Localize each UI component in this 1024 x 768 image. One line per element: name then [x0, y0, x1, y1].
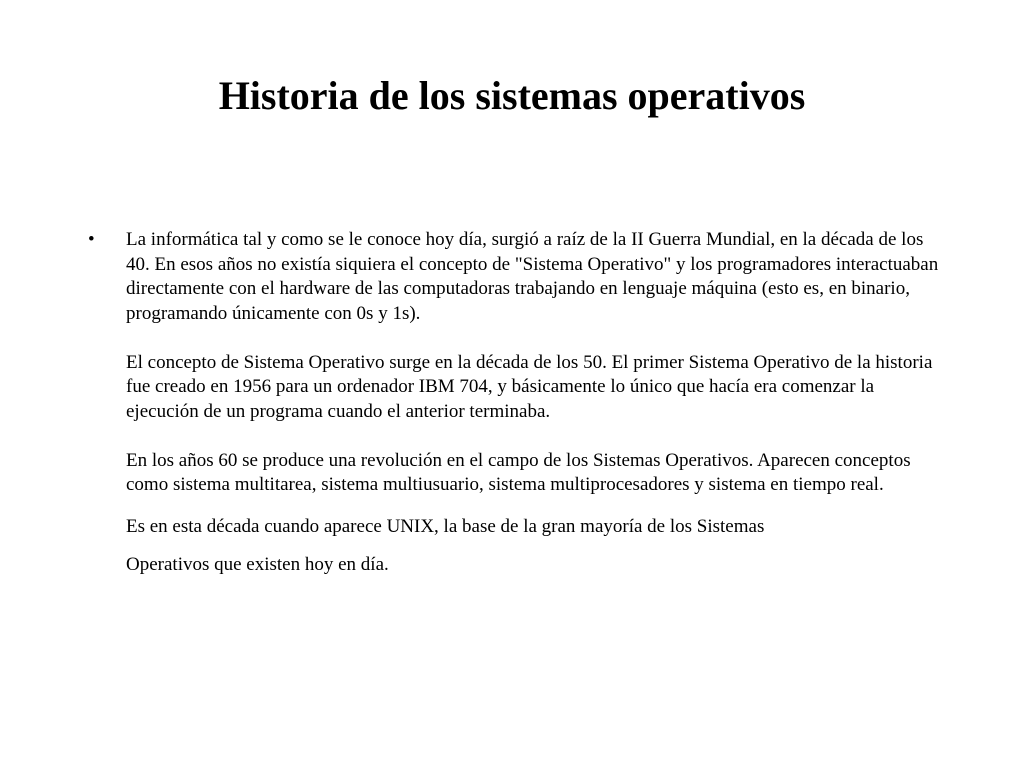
bullet-text [126, 228, 941, 578]
paragraph-unix-line2: Operativos que existen hoy en día. [126, 554, 389, 575]
bullet-item [88, 228, 948, 578]
paragraph-sixties: En los años 60 se produce una revolución en el campo de los Sistemas Operativos. Aparecen conceptos como sistema multitarea, sistema multiusuario, sistema multiprocesadores y sistema en tiempo real. [126, 449, 911, 495]
bullet-marker: • [88, 229, 95, 250]
slide-title: Historia de los sistemas operativos [218, 73, 806, 118]
paragraph-origins: La informática tal y como se le conoce hoy día, surgió a raíz de la II Guerra Mundial, en la década de los 40. En esos años no existía siquiera el concepto de "Sistema Operativo" y los programadores interactuaban directamente con el hardware de las computadoras trabajando en lenguaje máquina (esto es, en binario, programando únicamente con 0s y 1s). [126, 229, 939, 324]
paragraph-unix-line1: Es en esta década cuando aparece UNIX, la base de la gran mayoría de los Sistemas [126, 515, 765, 537]
slide-content [88, 228, 948, 578]
paragraph-first-os: El concepto de Sistema Operativo surge en la década de los 50. El primer Sistema Operativo de la historia fue creado en 1956 para un ordenador IBM 704, y básicamente lo único que hacía era comenzar la ejecución de un programa cuando el anterior terminaba. [126, 351, 933, 422]
paragraph-spacer [126, 498, 941, 515]
paragraph-spacer [126, 424, 941, 449]
paragraph-spacer [126, 326, 941, 351]
